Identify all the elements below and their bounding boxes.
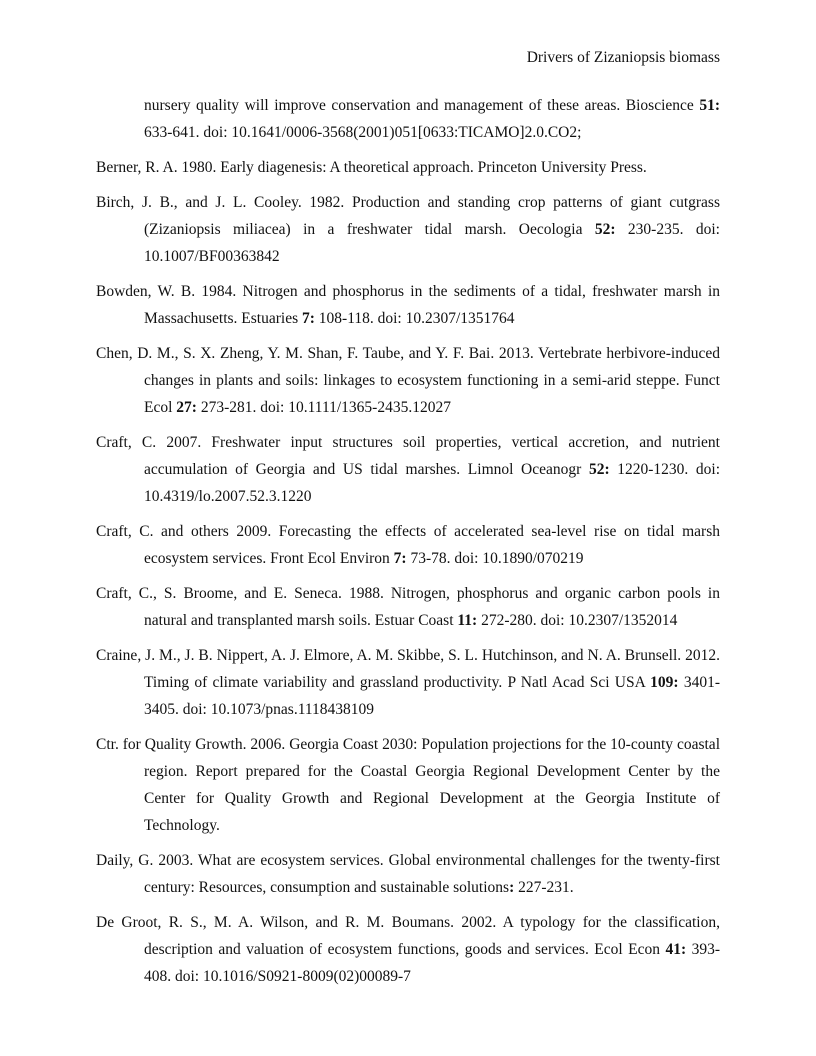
ref-volume: 11: [457, 612, 478, 629]
reference-entry [96, 580, 720, 634]
ref-volume: 109: [650, 674, 679, 691]
reference-entry [96, 642, 720, 723]
ref-text: Craft, C. and others 2009. Forecasting the effects of accelerated sea‐level rise on tidal marsh ecosystem services. Front Ecol Environ [96, 523, 720, 567]
ref-pages: 1220-1230. doi: 10.4319/lo.2007.52.3.1220 [144, 461, 721, 505]
ref-pages: 108-118. doi: 10.2307/1351764 [314, 310, 515, 327]
ref-volume: : [509, 879, 515, 896]
ref-volume: 52: [594, 221, 616, 238]
ref-pages: 3401-3405. doi: 10.1073/pnas.1118438109 [144, 674, 720, 718]
ref-text: nursery quality will improve conservation and management of these areas. Bioscience [144, 97, 700, 114]
ref-text: Daily, G. 2003. What are ecosystem services. Global environmental challenges for the twenty-first century: Resources, consumption and sustainable solutions [96, 852, 720, 896]
ref-volume: 41: [665, 941, 687, 958]
reference-entry [96, 518, 720, 572]
ref-text: Craine, J. M., J. B. Nippert, A. J. Elmore, A. M. Skibbe, S. L. Hutchinson, and N. A. Brunsell. 2012. Timing of climate variability and grassland productivity. P Natl Acad Sci USA [96, 647, 720, 691]
ref-text: Craft, C. 2007. Freshwater input structures soil properties, vertical accretion, and nutrient accumulation of Georgia and US tidal marshes. Limnol Oceanogr [96, 434, 720, 478]
ref-pages: 230-235. doi: 10.1007/BF00363842 [144, 221, 720, 265]
ref-text: Bowden, W. B. 1984. Nitrogen and phosphorus in the sediments of a tidal, freshwater marsh in Massachusetts. Estuaries [96, 283, 720, 327]
ref-volume: 7: [301, 310, 315, 327]
reference-entry [96, 340, 720, 421]
ref-text: Berner, R. A. 1980. Early diagenesis: A theoretical approach. Princeton University Press. [96, 159, 647, 176]
ref-volume: 27: [176, 399, 197, 416]
ref-pages: 273-281. doi: 10.1111/1365-2435.12027 [196, 399, 451, 416]
reference-entry [96, 909, 720, 990]
ref-pages: 272-280. doi: 10.2307/1352014 [477, 612, 678, 629]
reference-entry [96, 429, 720, 510]
reference-entry [96, 847, 720, 901]
ref-volume: 51: [699, 97, 720, 114]
ref-volume: 7: [393, 550, 407, 567]
ref-pages: 227-231. [514, 879, 574, 896]
ref-text: De Groot, R. S., M. A. Wilson, and R. M. Boumans. 2002. A typology for the classification, description and valuation of ecosystem functions, goods and services. Ecol Econ [96, 914, 720, 958]
reference-entry [96, 154, 720, 181]
ref-text: Birch, J. B., and J. L. Cooley. 1982. Production and standing crop patterns of giant cutgrass (Zizaniopsis miliacea) in a freshwater tidal marsh. Oecologia [96, 194, 720, 238]
reference-entry [96, 92, 720, 146]
ref-pages: 73-78. doi: 10.1890/070219 [406, 550, 584, 567]
running-head: Drivers of Zizaniopsis biomass [526, 49, 720, 66]
ref-volume: 52: [588, 461, 610, 478]
reference-list [96, 92, 720, 998]
ref-pages: 633-641. doi: 10.1641/0006-3568(2001)051[0633:TICAMO]2.0.CO2; [144, 124, 582, 141]
ref-pages: 393-408. doi: 10.1016/S0921-8009(02)00089-7 [144, 941, 720, 985]
ref-text: Chen, D. M., S. X. Zheng, Y. M. Shan, F. Taube, and Y. F. Bai. 2013. Vertebrate herbivore-induced changes in plants and soils: linkages to ecosystem functioning in a semi-arid steppe. Funct Ecol [96, 345, 720, 416]
reference-entry [96, 278, 720, 332]
ref-text: Craft, C., S. Broome, and E. Seneca. 1988. Nitrogen, phosphorus and organic carbon pools in natural and transplanted marsh soils. Estuar Coast [96, 585, 720, 629]
reference-entry [96, 731, 720, 839]
ref-text: Ctr. for Quality Growth. 2006. Georgia Coast 2030: Population projections for the 10-county coastal region. Report prepared for the Coastal Georgia Regional Development Center by the Center for Quality Growth and Regional Development at the Georgia Institute of Technology. [96, 736, 720, 834]
reference-entry [96, 189, 720, 270]
